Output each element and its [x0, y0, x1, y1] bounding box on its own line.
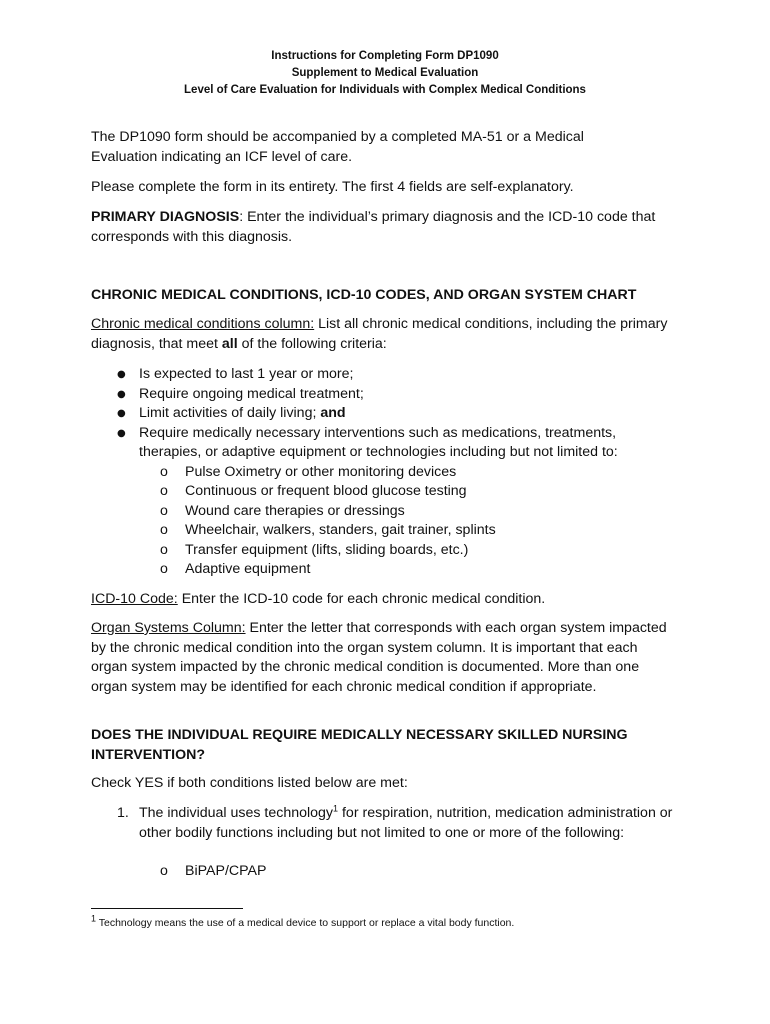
criteria-item: Require medically necessary interventions such as medications, treatments,	[139, 425, 617, 441]
criteria-item: Require ongoing medical treatment;	[139, 386, 364, 402]
footnote	[91, 913, 515, 929]
primary-diagnosis-paragraph	[91, 208, 691, 247]
header-title: Instructions for Completing Form DP1090	[271, 50, 499, 62]
criteria-item	[139, 404, 346, 424]
section-heading-chronic: CHRONIC MEDICAL CONDITIONS, ICD-10 CODES, AND ORGAN SYSTEM CHART	[91, 287, 637, 303]
numbered-item-text-end: for respiration, nutrition, medication administration or other bodily functions including but not limited to one or more of the following:	[139, 805, 673, 841]
organ-systems-label: Organ Systems Column:	[91, 620, 246, 636]
primary-diagnosis-text: : Enter the individual’s primary diagnosis and the ICD-10 code that corresponds with this diagnosis.	[91, 209, 656, 245]
sub-item: Adaptive equipment	[185, 561, 311, 577]
sub-item: Transfer equipment (lifts, sliding boards, etc.)	[185, 542, 469, 558]
intro-paragraph: The DP1090 form should be accompanied by a completed MA-51 or a Medical Evaluation indicating an ICF level of care.	[91, 129, 584, 165]
criteria-item: Is expected to last 1 year or more;	[139, 366, 354, 382]
criteria-item-text: Limit activities of daily living;	[139, 405, 321, 421]
chronic-column-text: List all chronic medical conditions, including the primary diagnosis, that meet	[91, 316, 668, 352]
footnote-ref: 1	[333, 803, 339, 814]
icd-code-label: ICD-10 Code:	[91, 591, 178, 607]
bullet-icon: ●	[117, 408, 126, 419]
header-subtitle-2: Level of Care Evaluation for Individuals with Complex Medical Conditions	[184, 84, 586, 96]
sub-item-marker: o	[160, 503, 168, 519]
chronic-column-text-end: of the following criteria:	[237, 335, 387, 352]
numbered-item-text: The individual uses technology	[139, 805, 334, 821]
bullet-icon: ●	[117, 369, 126, 380]
footnote-number: 1	[91, 913, 97, 924]
bullet-icon: ●	[117, 389, 126, 400]
chronic-column-paragraph	[91, 315, 671, 354]
section-heading-nursing: DOES THE INDIVIDUAL REQUIRE MEDICALLY NECESSARY SKILLED NURSING INTERVENTION?	[91, 727, 628, 763]
primary-diagnosis-label: PRIMARY DIAGNOSIS	[91, 209, 240, 225]
organ-systems-paragraph	[91, 619, 671, 697]
sub-item-marker: o	[160, 561, 168, 577]
organ-systems-text: Enter the letter that corresponds with each organ system impacted by the chronic medical condition into the organ system column. It is important that each organ system impacted by the chronic medical condition is documented. More than one organ system may be identified for each chronic medical condition if appropriate.	[91, 620, 667, 695]
sub-item: Continuous or frequent blood glucose testing	[185, 483, 467, 499]
criteria-item-emphasis: and	[320, 405, 346, 421]
sub-item: Wheelchair, walkers, standers, gait trainer, splints	[185, 522, 496, 538]
numbered-item	[139, 804, 689, 843]
sub-item-marker: o	[160, 542, 168, 558]
bullet-icon: ●	[117, 428, 126, 439]
sub-item: Wound care therapies or dressings	[185, 503, 405, 519]
sub-item-marker: o	[160, 464, 168, 480]
list-number: 1.	[117, 805, 129, 821]
sub-item: BiPAP/CPAP	[185, 863, 267, 879]
sub-item-marker: o	[160, 483, 168, 499]
chronic-column-label: Chronic medical conditions column:	[91, 316, 315, 332]
icd-code-text: Enter the ICD-10 code for each chronic medical condition.	[177, 591, 546, 607]
footnote-text: Technology means the use of a medical device to support or replace a vital body function.	[96, 917, 515, 929]
icd-code-paragraph	[91, 590, 701, 610]
sub-item-marker: o	[160, 522, 168, 538]
instructions-paragraph: Please complete the form in its entirety. The first 4 fields are self-explanatory.	[91, 179, 574, 195]
chronic-column-emphasis: all	[221, 335, 238, 352]
header-subtitle: Supplement to Medical Evaluation	[291, 67, 479, 79]
sub-item: Pulse Oximetry or other monitoring devices	[185, 464, 457, 480]
check-yes-paragraph: Check YES if both conditions listed below are met:	[91, 775, 408, 791]
footnote-divider	[91, 908, 243, 909]
sub-item-marker: o	[160, 863, 168, 879]
criteria-item-continued: therapies, or adaptive equipment or technologies including but not limited to:	[139, 444, 618, 460]
